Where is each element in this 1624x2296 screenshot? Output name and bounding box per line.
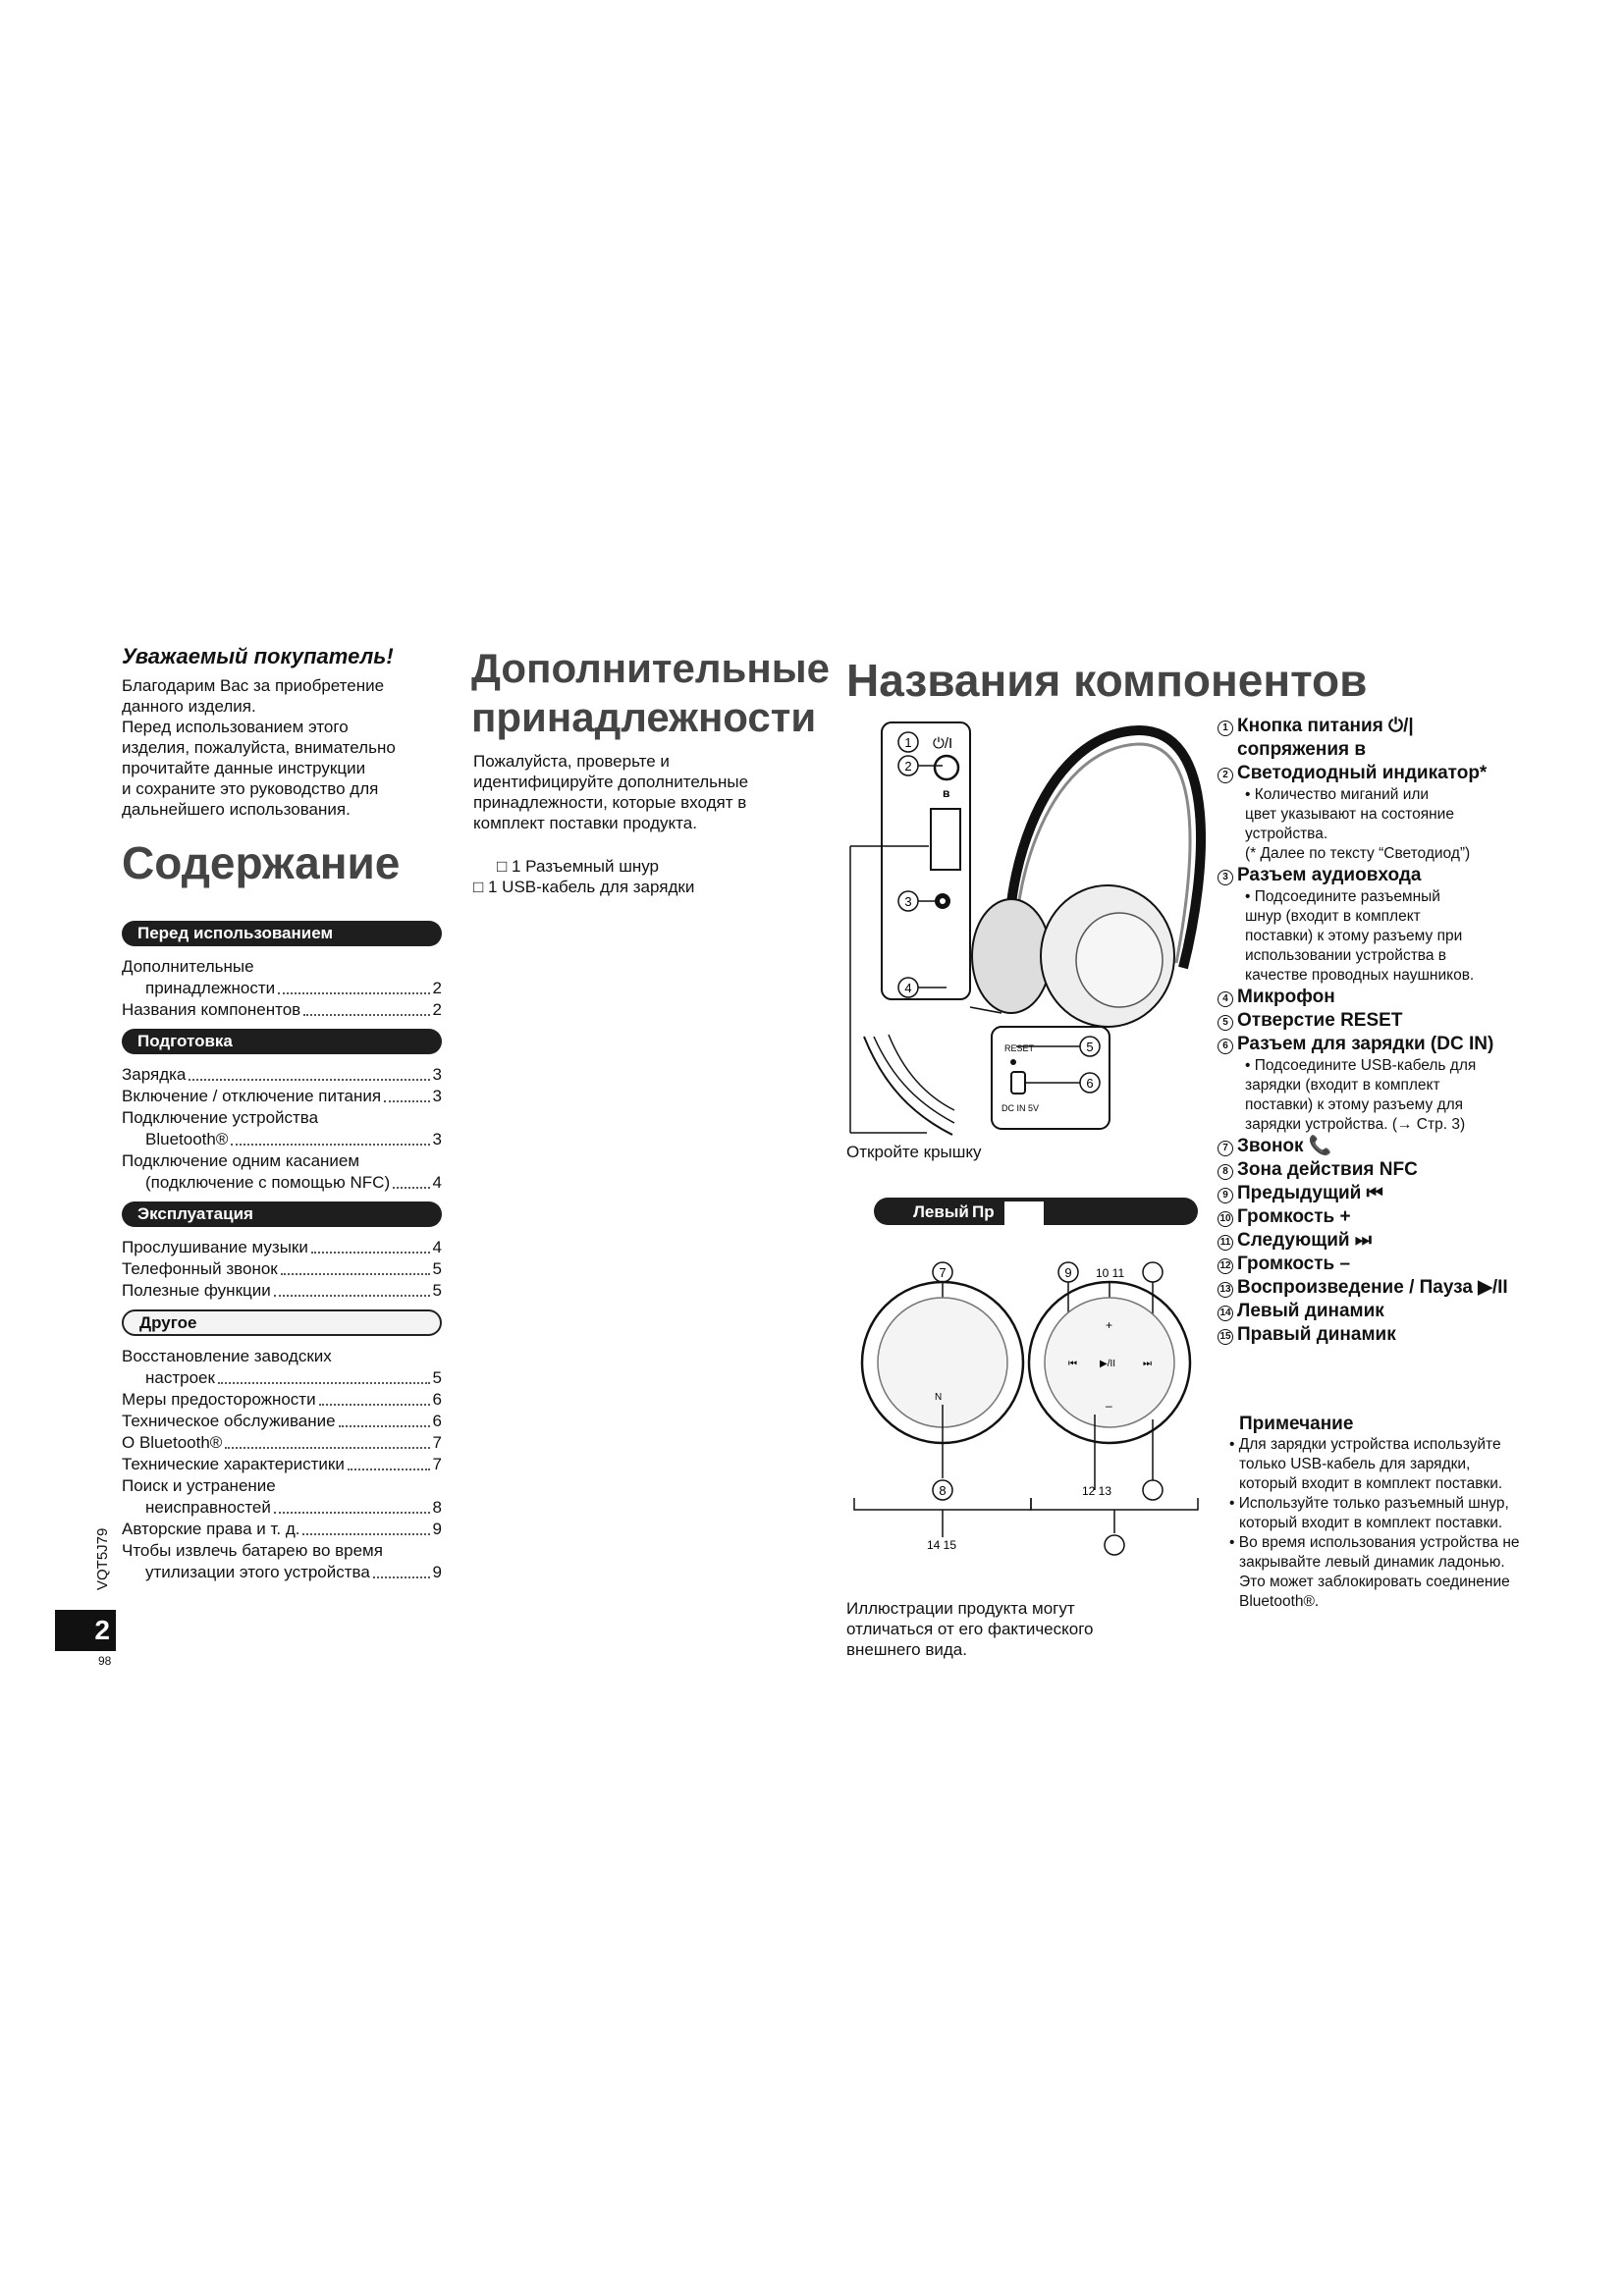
component-item: [1218, 1158, 1532, 1182]
component-item: [1218, 1009, 1532, 1033]
component-number: 12: [1218, 1258, 1233, 1274]
accessories-title-line1: Дополнительные: [471, 645, 830, 691]
disclaimer-line: Иллюстрации продукта могут: [846, 1599, 1075, 1618]
toc-leader: [319, 1404, 430, 1406]
callout-9-label: 9: [1064, 1265, 1072, 1280]
bluetooth-icon: ʙ: [943, 786, 950, 800]
component-label: Разъем для зарядки (DC IN): [1237, 1034, 1494, 1054]
component-description: использовании устройства в: [1245, 947, 1447, 964]
toc-page-number: 2: [432, 1000, 442, 1019]
toc-entry-text: Поиск и устранение: [122, 1476, 276, 1495]
toc-entry-text: Технические характеристики: [122, 1455, 345, 1473]
toc-row: [122, 1258, 442, 1280]
toc-leader: [393, 1187, 429, 1189]
toc-entry-text: Чтобы извлечь батарею во время: [122, 1541, 383, 1560]
toc-row: [122, 956, 442, 978]
dcin-port-icon: [1011, 1072, 1025, 1094]
toc-row: [122, 1411, 442, 1432]
component-description: • Количество миганий или: [1245, 786, 1430, 803]
toc-entry-text: (подключение с помощью NFC): [145, 1173, 391, 1192]
component-description: • Подсоедините USB-кабель для: [1245, 1057, 1477, 1074]
toc-row: [122, 1367, 442, 1389]
component-description: цвет указывают на состояние: [1245, 806, 1454, 823]
accessories-line: комплект поставки продукта.: [473, 814, 697, 832]
toc-row: [122, 978, 442, 999]
toc-page-number: 5: [432, 1368, 442, 1387]
greeting-line: и сохраните это руководство для: [122, 779, 379, 798]
toc-row: [122, 1237, 442, 1258]
toc-row: [122, 1497, 442, 1519]
toc-page-number: 5: [432, 1281, 442, 1300]
toc-page-number: 7: [432, 1433, 442, 1452]
toc-row: [122, 1562, 442, 1583]
reset-label: RESET: [1004, 1043, 1035, 1053]
accessories-line: Пожалуйста, проверьте и: [473, 752, 670, 771]
greeting-title: Уважаемый покупатель!: [122, 644, 394, 668]
page-number: 2: [55, 1610, 116, 1651]
component-label: Громкость +: [1237, 1206, 1351, 1227]
toc-leader: [384, 1100, 429, 1102]
toc-entry-text: Включение / отключение питания: [122, 1087, 382, 1105]
toc-leader: [311, 1252, 430, 1254]
component-label: Следующий ⏭: [1237, 1230, 1372, 1251]
table-of-contents: [122, 913, 442, 1583]
accessory-item-label: □ 1 Разъемный шнур: [497, 857, 660, 876]
toc-leader: [302, 1533, 429, 1535]
nfc-icon: N: [935, 1392, 943, 1403]
illustration-disclaimer: [846, 1598, 1094, 1660]
toc-section-header: Эксплуатация: [122, 1201, 442, 1227]
component-number: 2: [1218, 768, 1233, 783]
toc-entry-text: Подключение устройства: [122, 1108, 319, 1127]
toc-entry-text: Техническое обслуживание: [122, 1412, 336, 1430]
toc-entry-text: Названия компонентов: [122, 1000, 301, 1019]
callout-4-label: 4: [904, 981, 912, 995]
toc-entry-text: Восстановление заводских: [122, 1347, 332, 1365]
previous-icon: ⏮: [1068, 1359, 1077, 1369]
toc-page-number: 5: [432, 1259, 442, 1278]
component-item: [1218, 1205, 1532, 1229]
callout-8-label: 8: [939, 1483, 947, 1498]
toc-section-header: Подготовка: [122, 1029, 442, 1054]
toc-page-number: 3: [432, 1065, 442, 1084]
toc-leader: [231, 1144, 429, 1146]
component-label: Левый динамик: [1237, 1301, 1384, 1321]
note-item: • Используйте только разъемный шнур, который входит в комплект поставки.: [1229, 1495, 1509, 1531]
toc-section-header: Другое: [122, 1309, 442, 1336]
component-description: зарядки устройства. (→ Стр. 3): [1245, 1116, 1466, 1133]
toc-entry-text: Меры предосторожности: [122, 1390, 316, 1409]
toc-entry-text: Зарядка: [122, 1065, 187, 1084]
toc-page-number: 7: [432, 1455, 442, 1473]
toc-page-number: 4: [432, 1238, 442, 1256]
component-label: Отверстие RESET: [1237, 1010, 1403, 1031]
power-button-icon: [935, 756, 958, 779]
component-item: [1218, 762, 1532, 785]
component-description: • Подсоедините разъемный: [1245, 888, 1440, 905]
toc-entry-text: принадлежности: [145, 979, 276, 997]
toc-entry-text: О Bluetooth®: [122, 1433, 223, 1452]
toc-leader: [281, 1273, 430, 1275]
component-number: 13: [1218, 1282, 1233, 1298]
component-description: зарядки (входит в комплект: [1245, 1077, 1440, 1094]
left-earcup: [972, 899, 1051, 1013]
toc-page-number: 4: [432, 1173, 442, 1192]
toc-row: [122, 1432, 442, 1454]
component-description: качестве проводных наушников.: [1245, 967, 1475, 984]
toc-row: [122, 1172, 442, 1194]
toc-row: [122, 1129, 442, 1150]
toc-section-header: Перед использованием: [122, 921, 442, 946]
callout-12-13-label: 12 13: [1082, 1484, 1112, 1498]
greeting-line: данного изделия.: [122, 697, 256, 716]
open-lid: [864, 1037, 952, 1135]
component-number: 8: [1218, 1164, 1233, 1180]
greeting-line: Перед использованием этого: [122, 718, 349, 736]
accessories-title-line2: принадлежности: [471, 694, 817, 740]
callout-7-label: 7: [939, 1265, 947, 1280]
power-pairing-icon: ⏻/I: [933, 735, 953, 752]
accessories-title: [471, 644, 830, 742]
component-item: [1218, 1253, 1532, 1276]
note-item: • Для зарядки устройства используйте только USB-кабель для зарядки, который входит в комплект поставки.: [1229, 1436, 1503, 1492]
accessory-item: [473, 877, 694, 897]
component-description: (* Далее по тексту “Светодиод”): [1245, 845, 1471, 862]
toc-entry-text: неисправностей: [145, 1498, 271, 1517]
component-item: [1218, 1276, 1532, 1300]
volume-up-icon: +: [1106, 1318, 1113, 1332]
component-label: Звонок 📞: [1237, 1136, 1332, 1156]
component-item: [1218, 1135, 1532, 1158]
component-label: Микрофон: [1237, 987, 1335, 1007]
toc-leader: [189, 1079, 429, 1081]
open-lid-caption: Откройте крышку: [846, 1143, 982, 1161]
toc-page-number: 3: [432, 1130, 442, 1148]
model-code: VQT5J79: [94, 1527, 111, 1590]
toc-page-number: 6: [432, 1390, 442, 1409]
toc-page-number: 9: [432, 1563, 442, 1581]
toc-entry-text: Bluetooth®: [145, 1130, 229, 1148]
toc-row: [122, 1280, 442, 1302]
toc-row: [122, 1346, 442, 1367]
toc-row: [122, 1540, 442, 1562]
component-number: 10: [1218, 1211, 1233, 1227]
next-icon: ⏭: [1143, 1359, 1152, 1369]
reset-hole-icon: [1010, 1059, 1016, 1065]
note-title: Примечание: [1239, 1414, 1354, 1434]
toc-leader: [348, 1468, 430, 1470]
accessories-line: принадлежности, которые входят в: [473, 793, 747, 812]
toc-page-number: 6: [432, 1412, 442, 1430]
component-number: 15: [1218, 1329, 1233, 1345]
component-description: устройства.: [1245, 826, 1328, 842]
dcin-label: DC IN 5V: [1001, 1103, 1040, 1113]
callout-14-15-label: 14 15: [927, 1538, 957, 1552]
component-number: 6: [1218, 1039, 1233, 1054]
play-pause-icon: ▶/II: [1100, 1359, 1116, 1369]
callout-13-circle: [1143, 1480, 1163, 1500]
component-list: [1218, 715, 1532, 1347]
component-item: [1218, 1182, 1532, 1205]
toc-entry-text: Телефонный звонок: [122, 1259, 278, 1278]
toc-leader: [274, 1295, 430, 1297]
toc-leader: [339, 1425, 430, 1427]
toc-title: Содержание: [122, 837, 401, 888]
left-label: Левый: [913, 1202, 969, 1221]
callout-6-label: 6: [1086, 1076, 1094, 1091]
component-number: 14: [1218, 1306, 1233, 1321]
component-item: [1218, 715, 1532, 738]
toc-row: [122, 1454, 442, 1475]
right-label: Пр: [972, 1202, 995, 1221]
component-number: 3: [1218, 870, 1233, 885]
toc-entry-text: Дополнительные: [122, 957, 254, 976]
toc-row: [122, 1519, 442, 1540]
component-description: поставки) к этому разъему для: [1245, 1096, 1464, 1113]
toc-entry-text: утилизации этого устройства: [145, 1563, 370, 1581]
accessory-item: [497, 856, 659, 877]
toc-page-number: 9: [432, 1520, 442, 1538]
component-item: [1218, 738, 1532, 762]
page-sub-number: 98: [98, 1654, 112, 1668]
component-description: шнур (входит в комплект: [1245, 908, 1421, 925]
components-title: Названия компонентов: [846, 655, 1368, 706]
greeting-line: Благодарим Вас за приобретение: [122, 676, 385, 695]
callout-15-circle: [1105, 1535, 1124, 1555]
component-label: Правый динамик: [1237, 1324, 1396, 1345]
toc-row: [122, 1475, 442, 1497]
toc-entry-text: Прослушивание музыки: [122, 1238, 308, 1256]
callout-1-label: 1: [904, 735, 912, 750]
toc-leader: [303, 1014, 429, 1016]
toc-row: [122, 1086, 442, 1107]
callout-3-label: 3: [904, 894, 912, 909]
component-label: Зона действия NFC: [1237, 1159, 1418, 1180]
component-label: Разъем аудиовхода: [1237, 865, 1422, 885]
greeting-text: [122, 675, 446, 820]
component-label: Воспроизведение / Пауза ▶/II: [1237, 1277, 1508, 1298]
greeting-line: изделия, пожалуйста, внимательно: [122, 738, 396, 757]
component-label: сопряжения ʙ: [1237, 739, 1367, 760]
toc-row: [122, 1150, 442, 1172]
callout-11-circle: [1143, 1262, 1163, 1282]
toc-entry-text: Авторские права и т. д.: [122, 1520, 300, 1538]
disclaimer-line: внешнего вида.: [846, 1640, 967, 1659]
component-label: Громкость –: [1237, 1254, 1351, 1274]
notes-list: [1225, 1435, 1530, 1612]
toc-leader: [218, 1382, 430, 1384]
greeting-line: дальнейшего использования.: [122, 800, 351, 819]
greeting-line: прочитайте данные инструкции: [122, 759, 366, 777]
component-number: 1: [1218, 721, 1233, 736]
accessory-item-label: □ 1 USB-кабель для зарядки: [473, 878, 695, 896]
right-speaker-bracket: [1031, 1498, 1198, 1510]
toc-page-number: 8: [432, 1498, 442, 1517]
accessories-text: [473, 751, 748, 833]
callout-2-label: 2: [904, 759, 912, 774]
toc-leader: [278, 992, 429, 994]
disclaimer-line: отличаться от его фактического: [846, 1620, 1094, 1638]
volume-down-icon: –: [1106, 1399, 1112, 1413]
toc-entry-text: настроек: [145, 1368, 215, 1387]
toc-leader: [373, 1576, 430, 1578]
component-item: [1218, 1323, 1532, 1347]
toc-entry-text: Подключение одним касанием: [122, 1151, 360, 1170]
note-item: • Во время использования устройства не закрывайте левый динамик ладонью. Это может заблокировать соединение Bluetooth®.: [1229, 1534, 1520, 1610]
component-item: [1218, 1229, 1532, 1253]
callout-10-11-label: 10 11: [1096, 1266, 1125, 1280]
callout-5-label: 5: [1086, 1040, 1094, 1054]
component-number: 4: [1218, 991, 1233, 1007]
toc-leader: [274, 1512, 430, 1514]
component-item: [1218, 864, 1532, 887]
toc-row: [122, 1107, 442, 1129]
toc-entry-text: Полезные функции: [122, 1281, 271, 1300]
accessories-line: идентифицируйте дополнительные: [473, 773, 749, 791]
component-number: 5: [1218, 1015, 1233, 1031]
toc-leader: [225, 1447, 429, 1449]
component-description: поставки) к этому разъему при: [1245, 928, 1463, 944]
component-label: Предыдущий ⏮: [1237, 1183, 1383, 1203]
toc-page-number: 3: [432, 1087, 442, 1105]
component-item: [1218, 1033, 1532, 1056]
toc-row: [122, 1064, 442, 1086]
component-label: Кнопка питания ⏻/|: [1237, 716, 1414, 736]
hidden-slot: [931, 809, 960, 870]
component-number: 7: [1218, 1141, 1233, 1156]
component-number: 11: [1218, 1235, 1233, 1251]
toc-row: [122, 1389, 442, 1411]
component-number: 9: [1218, 1188, 1233, 1203]
toc-row: [122, 999, 442, 1021]
toc-page-number: 2: [432, 979, 442, 997]
component-item: [1218, 1300, 1532, 1323]
component-item: [1218, 986, 1532, 1009]
component-label: Светодиодный индикатор*: [1237, 763, 1488, 783]
